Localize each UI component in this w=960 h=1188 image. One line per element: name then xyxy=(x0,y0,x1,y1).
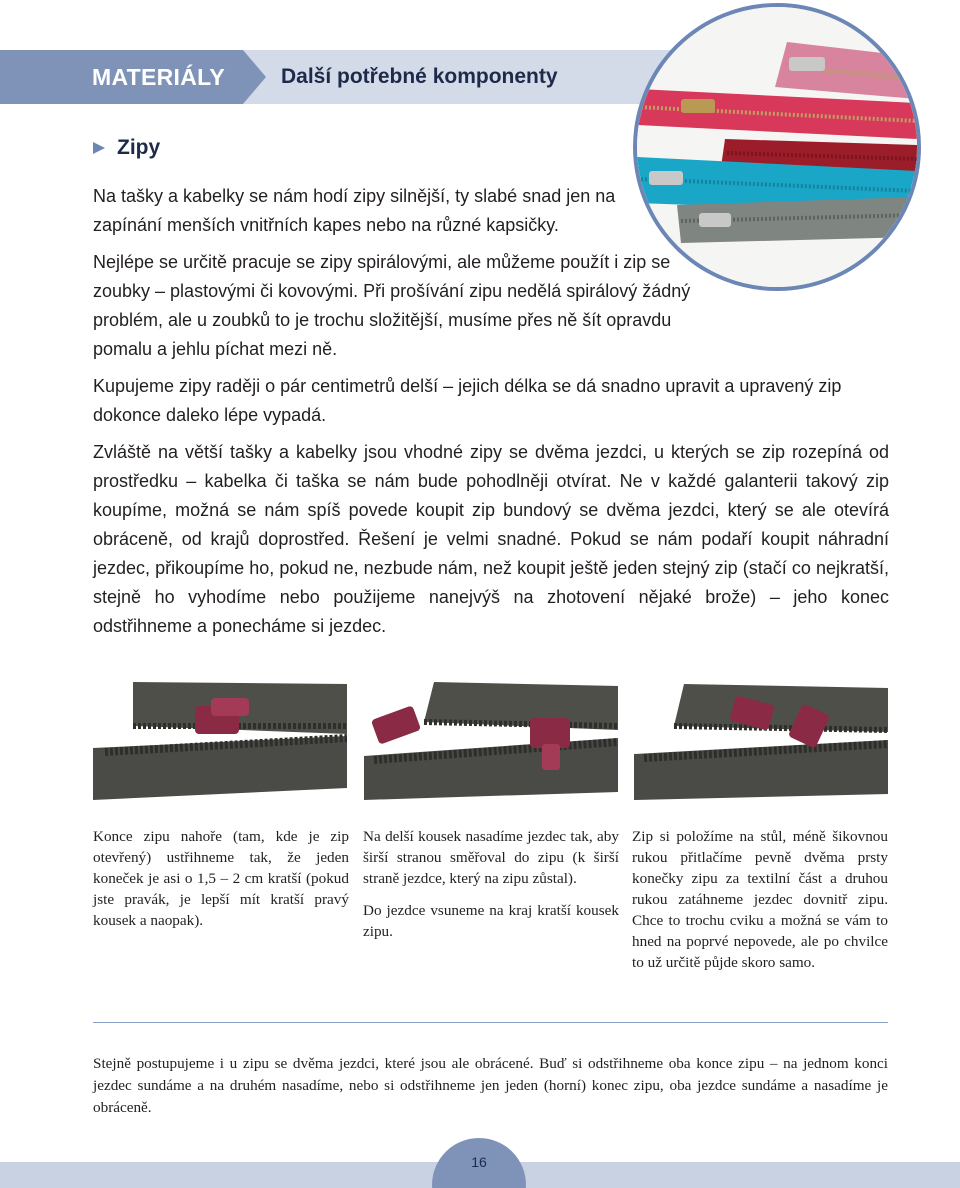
divider-rule xyxy=(93,1022,888,1023)
bullet-arrow-icon xyxy=(93,142,105,154)
section-title: Zipy xyxy=(117,136,161,159)
step-photo-3 xyxy=(634,664,888,800)
caption-2 xyxy=(363,826,619,942)
chapter-label: MATERIÁLY xyxy=(92,64,226,90)
caption-1-text: Konce zipu nahoře (tam, kde je zip otevřený) ustřihneme tak, že jeden koneček je asi o 1,5 – 2 cm kratší (pokud jste pravák, je lepší mít kratší pravý kousek a naopak). xyxy=(93,828,349,929)
paragraph-4: Zvláště na větší tašky a kabelky jsou vhodné zipy se dvěma jezdci, u kterých se zip rozepíná od prostředku – kabelka či taška se nám bude pohodlněji otvírat. Ne v každé galanterii takový zip koupíme, možná se nám spíš povede koupit zip bundový se dvěma jezdci, který se ale otevírá obráceně, od krajů doprostřed. Řešení je velmi snadné. Pokud se nám podaří koupit náhradní jezdec, přikoupíme ho, pokud ne, nezbude nám, než koupit ještě jeden stejný zip (stačí co nejkratší, stejně ho vyhodíme nebo použijeme nanejvýš na zhotovení nějaké brože) – jeho konec odstřihneme a ponecháme si jezdec. xyxy=(93,442,889,636)
page-title: Další potřebné komponenty xyxy=(281,65,558,88)
caption-2-text-b: Do jezdce vsuneme na kraj kratší kousek zipu. xyxy=(363,902,619,940)
bottom-paragraph: Stejně postupujeme i u zipu se dvěma jezdci, které jsou ale obrácené. Buď si odstřihneme oba konce zipu – na jednom konci jezdec sundáme a na druhém nasadíme, nebo si odstřihneme jen jeden (horní) konec zipu, oba jezdce sundáme a nasadíme je obráceně. xyxy=(93,1055,888,1116)
zippers-illustration xyxy=(637,7,917,287)
caption-2-text-a: Na delší kousek nasadíme jezdec tak, aby širší stranou směřoval do zipu (k širší straně jezdce, který na zipu zůstal). xyxy=(363,828,619,887)
step-photo-2 xyxy=(364,664,618,800)
paragraph-1: Na tašky a kabelky se nám hodí zipy silnější, ty slabé snad jen na zapínání menších vnitřních kapes nebo na různé kapsičky. xyxy=(93,186,616,235)
page-number: 16 xyxy=(471,1154,487,1170)
caption-1 xyxy=(93,826,349,931)
paragraph-2: Nejlépe se určitě pracuje se zipy spirálovými, ale můžeme použít i zip se zoubky – plastovými či kovovými. Při prošívání zipu nedělá spirálový žádný problém, ale u zoubků to je trochu složitější, musíme přes ně šít opravdu pomalu a jehlu píchat mezi ně. xyxy=(93,252,691,359)
paragraph-3: Kupujeme zipy raději o pár centimetrů delší – jejich délka se dá snadno upravit a upravený zip dokonce daleko lépe vypadá. xyxy=(93,376,842,425)
caption-3 xyxy=(632,826,888,973)
caption-3-text: Zip si položíme na stůl, méně šikovnou rukou přitlačíme pevně dvěma prsty konečky zipu za textilní část a druhou rukou zatáhneme jezdec dovnitř zipu. Chce to trochu cviku a možná se vám to hned na poprvé nepovede, ale po chvilce to už určitě půjde skoro samo. xyxy=(632,828,888,971)
step-photo-1 xyxy=(93,664,347,800)
section-heading xyxy=(93,136,160,160)
